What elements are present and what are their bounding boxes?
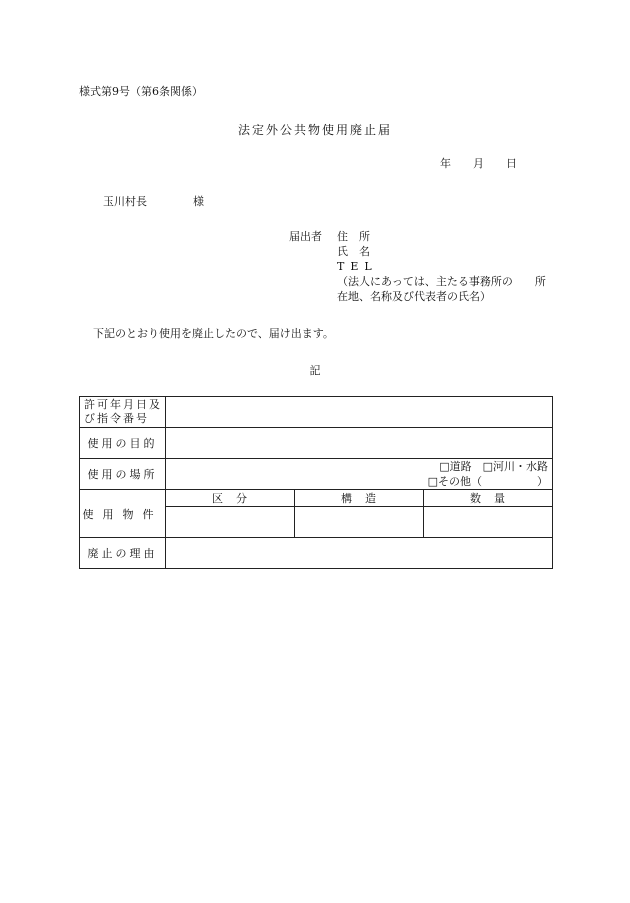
applicant-note-line2: 在地、名称及び代表者の氏名）	[337, 290, 491, 303]
applicant-address-label: 住 所	[337, 230, 370, 243]
date-month-label: 月	[473, 157, 484, 170]
form-table	[79, 396, 553, 569]
applicant-note-line1: （法人にあっては、主たる事務所の 所	[337, 275, 546, 288]
addressee-honorific: 様	[193, 195, 204, 208]
item-label: 使用物件	[80, 490, 166, 538]
permit-row	[80, 397, 553, 428]
document-title: 法定外公共物使用廃止届	[237, 123, 392, 137]
statement: 下記のとおり使用を廃止したので、届け出ます。	[93, 327, 334, 340]
reason-row	[80, 538, 553, 569]
form-number: 様式第9号（第6条関係）	[79, 85, 203, 98]
date-line	[440, 155, 517, 171]
date-day-label: 日	[506, 157, 517, 170]
ki-heading: 記	[309, 364, 321, 377]
place-row	[80, 459, 553, 490]
division-value-field[interactable]	[166, 507, 295, 538]
purpose-row	[80, 428, 553, 459]
place-value-field[interactable]	[166, 459, 553, 490]
reason-value-field[interactable]	[166, 538, 553, 569]
applicant-name-label: 氏 名	[337, 245, 370, 258]
col-structure-header: 構 造	[295, 490, 424, 507]
quantity-value-field[interactable]	[424, 507, 553, 538]
purpose-label: 使用の目的	[80, 428, 166, 459]
permit-label-line1: 許可年月日及	[84, 398, 162, 411]
applicant-tel-label: TEL	[337, 260, 378, 273]
date-year-label: 年	[440, 157, 451, 170]
permit-label	[80, 397, 166, 428]
addressee-name: 玉川村長	[103, 195, 147, 208]
structure-value-field[interactable]	[295, 507, 424, 538]
permit-value-field[interactable]	[166, 397, 553, 428]
col-quantity-header: 数 量	[424, 490, 553, 507]
purpose-value-field[interactable]	[166, 428, 553, 459]
permit-label-line2: び指令番号	[84, 412, 149, 425]
addressee	[103, 193, 204, 209]
col-division-header: 区 分	[166, 490, 295, 507]
place-option-1[interactable]: □道路 □河川・水路	[439, 460, 549, 473]
applicant-block	[289, 229, 546, 304]
reason-label: 廃止の理由	[80, 538, 166, 569]
item-header-row	[80, 490, 553, 507]
applicant-label: 届出者	[289, 230, 322, 243]
place-option-2[interactable]: □その他（ ）	[427, 475, 549, 488]
place-label: 使用の場所	[80, 459, 166, 490]
